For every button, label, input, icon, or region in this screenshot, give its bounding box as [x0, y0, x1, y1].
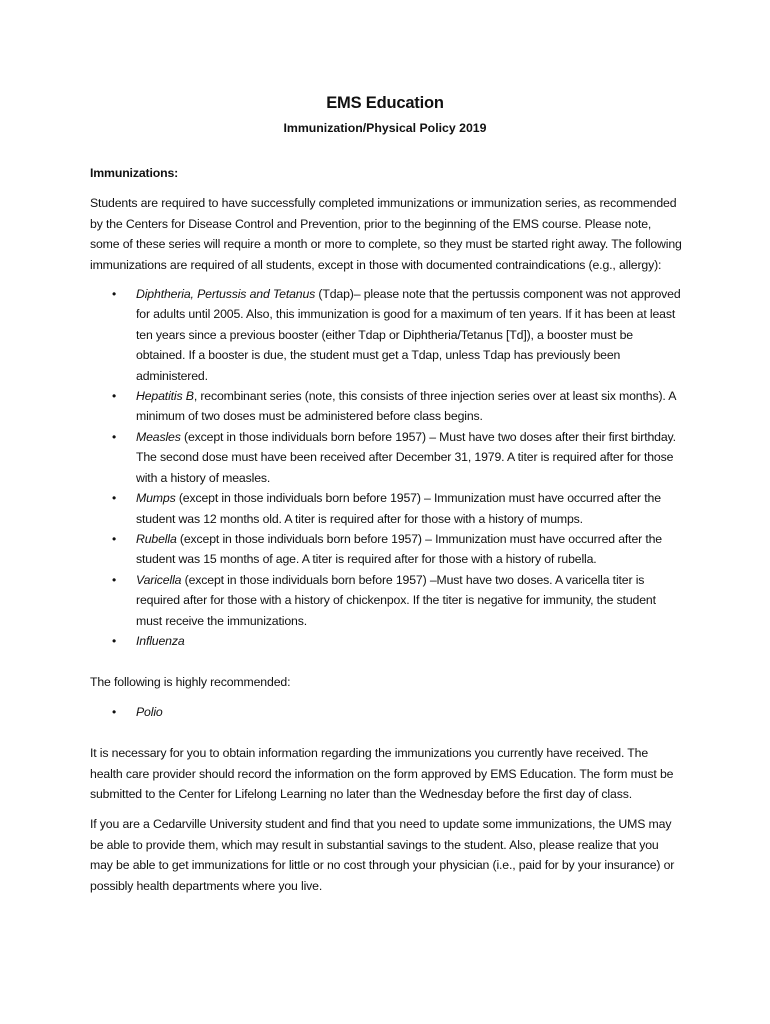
document-body [90, 163, 682, 896]
bullet-icon: • [112, 531, 117, 546]
intro-paragraph: Students are required to have successfully completed immunizations or immunization series, as recommended by the Centers for Disease Control and Prevention, prior to the beginning of the EMS course. Please note, some of these series will require a month or more to complete, so they must be started right away. The following immunizations are required of all students, except in those with documented contraindications (e.g., allergy): [90, 196, 682, 272]
immunization-term: Varicella [136, 572, 182, 587]
immunization-text: (except in those individuals born before 1957) – Must have two doses after their first birthday. The second dose must have been received after December 31, 1979. A titer is required after for those with a history of measles. [136, 429, 676, 485]
bullet-icon: • [112, 491, 117, 506]
list-item [90, 702, 682, 722]
list-item [90, 427, 682, 488]
list-item [90, 284, 682, 386]
page-subtitle: Immunization/Physical Policy 2019 [283, 121, 487, 135]
recommended-heading: The following is highly recommended: [90, 675, 291, 690]
list-item [90, 570, 682, 631]
required-immunizations-list [90, 284, 682, 651]
immunization-term: Hepatitis B [136, 389, 194, 404]
immunization-text: (except in those individuals born before 1957) – Immunization must have occurred after the student was 12 months old. A titer is required after for those with a history of mumps. [136, 491, 661, 526]
page-title: EMS Education [326, 94, 444, 112]
immunization-term: Mumps [136, 491, 176, 506]
list-item [90, 631, 682, 651]
bullet-icon: • [112, 389, 117, 404]
immunization-term: Polio [136, 704, 163, 719]
cedarville-paragraph: If you are a Cedarville University student and find that you need to update some immunizations, the UMS may be able to provide them, which may result in substantial savings to the student. Also, please realize that you may be able to get immunizations for little or no cost through your physician (i.e., paid for by your insurance) or possibly health departments where you live. [90, 817, 675, 893]
recommended-immunizations-list [90, 702, 682, 722]
list-item [90, 386, 682, 427]
bullet-icon: • [112, 287, 117, 302]
list-item [90, 488, 682, 529]
bullet-icon: • [112, 633, 117, 648]
immunization-text: (except in those individuals born before 1957) –Must have two doses. A varicella titer is required after for those with a history of chickenpox. If the titer is negative for immunity, the student must receive the immunizations. [136, 572, 656, 628]
immunization-term: Measles [136, 429, 181, 444]
immunization-term: Diphtheria, Pertussis and Tetanus [136, 287, 316, 302]
section-heading: Immunizations: [90, 166, 179, 180]
immunization-term: Rubella [136, 531, 177, 546]
info-paragraph: It is necessary for you to obtain information regarding the immunizations you currently have received. The health care provider should record the information on the form approved by EMS Education. The form must be submitted to the Center for Lifelong Learning no later than the Wednesday before the first day of class. [90, 746, 674, 801]
list-item [90, 529, 682, 570]
bullet-icon: • [112, 429, 117, 444]
immunization-text: (Tdap)– please note that the pertussis component was not approved for adults until 2005. Also, this immunization is good for a maximum of ten years. If it has been at least ten years since a previous booster (either Tdap or Diphtheria/Tetanus [Td]), a booster must be obtained. If a booster is due, the student must get a Tdap, unless Tdap has previously been administered. [136, 287, 681, 383]
bullet-icon: • [112, 572, 117, 587]
immunization-text: (except in those individuals born before 1957) – Immunization must have occurred after the student was 15 months of age. A titer is required after for those with a history of rubella. [136, 531, 662, 567]
immunization-text: , recombinant series (note, this consists of three injection series over at least six months). A minimum of two doses must be administered before class begins. [136, 389, 676, 424]
bullet-icon: • [112, 704, 117, 719]
immunization-term: Influenza [136, 633, 185, 648]
